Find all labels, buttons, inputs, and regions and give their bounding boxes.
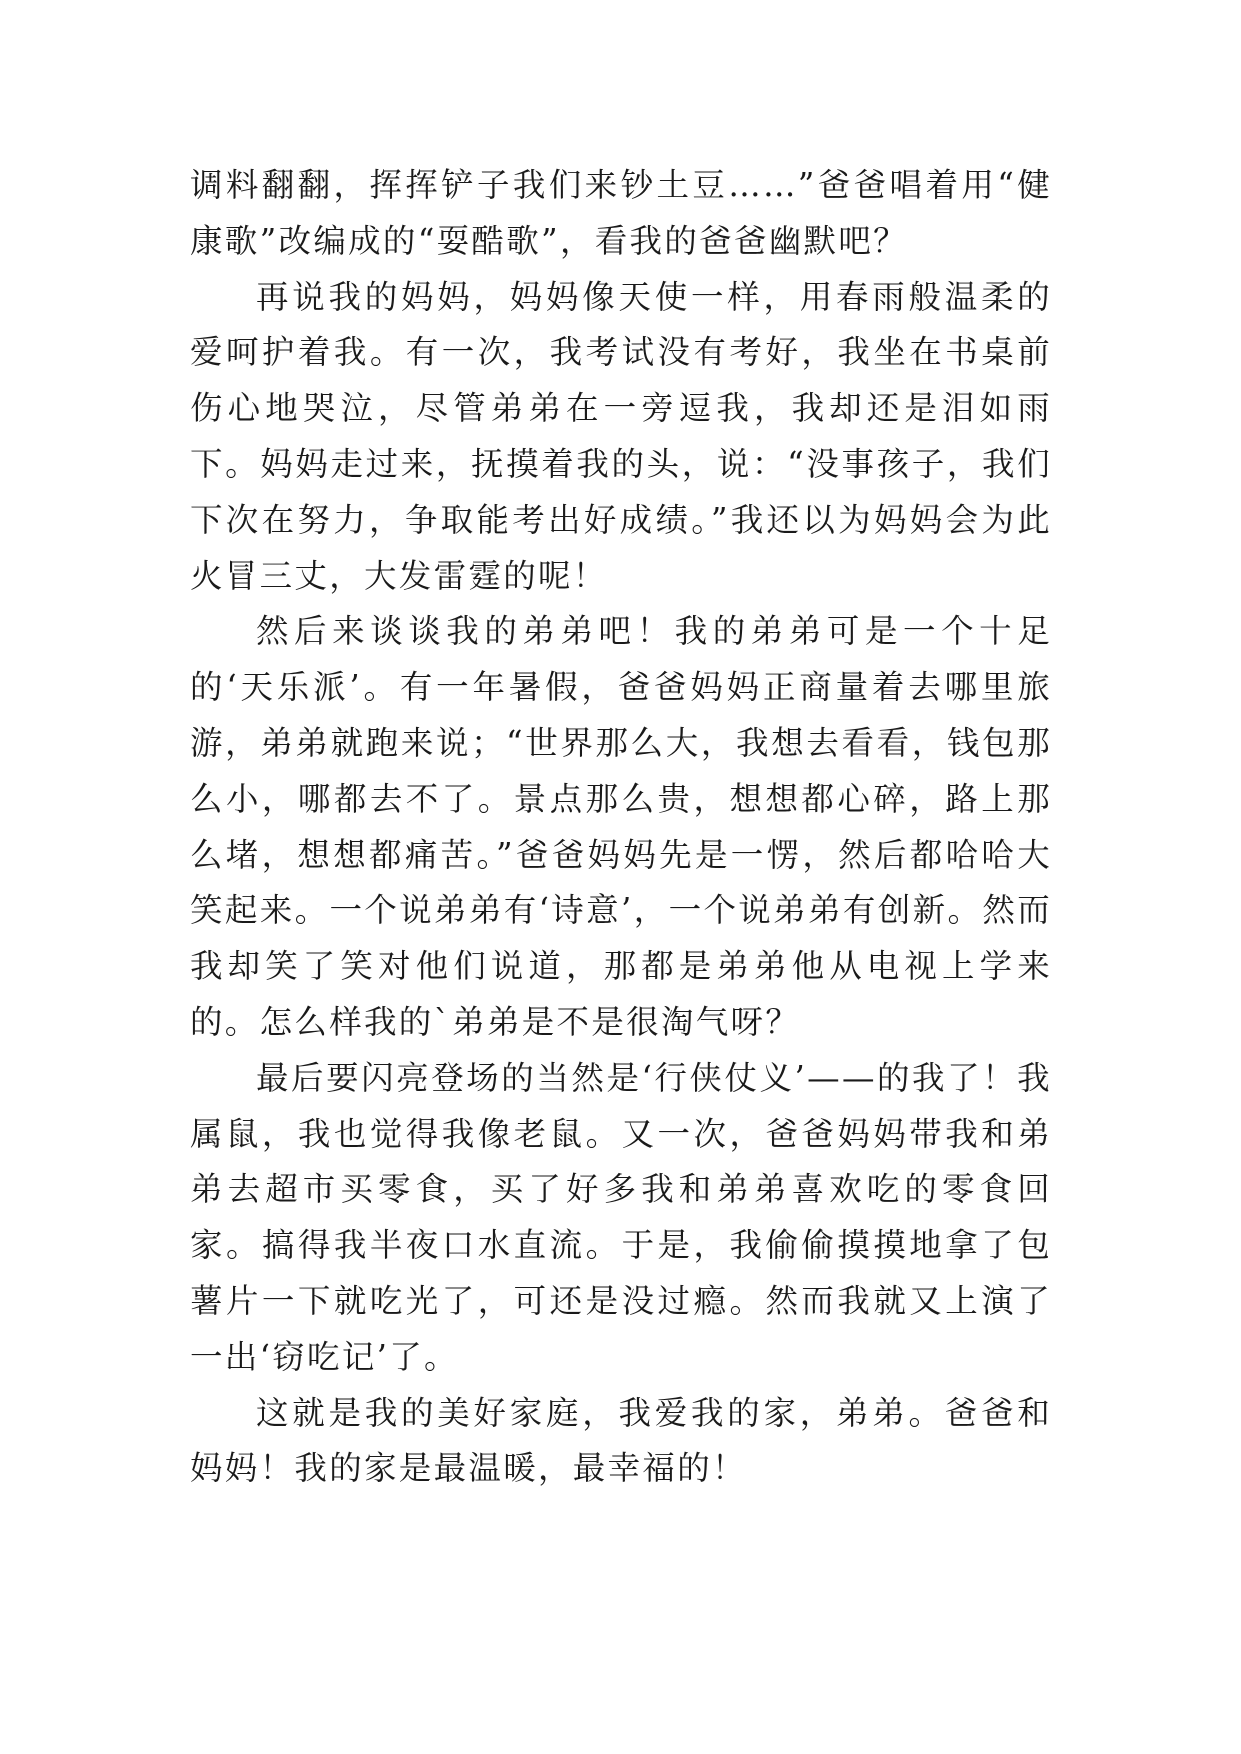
paragraph-mother: 再说我的妈妈，妈妈像天使一样，用春雨般温柔的爱呵护着我。有一次，我考试没有考好，我坐在书桌前伤心地哭泣，尽管弟弟在一旁逗我，我却还是泪如雨下。妈妈走过来，抚摸着我的头，说：“没事孩子，我们下次在努力，争取能考出好成绩。”我还以为妈妈会为此火冒三丈，大发雷霆的呢！	[190, 277, 1052, 595]
paragraph-myself: 最后要闪亮登场的当然是‘行侠仗义’——的我了！我属鼠，我也觉得我像老鼠。又一次，爸爸妈妈带我和弟弟去超市买零食，买了好多我和弟弟喜欢吃的零食回家。搞得我半夜口水直流。于是，我偷偷摸摸地拿了包薯片一下就吃光了，可还是没过瘾。然而我就又上演了一出‘窃吃记’了。	[190, 1058, 1052, 1376]
paragraph-conclusion: 这就是我的美好家庭，我爱我的家，弟弟。爸爸和妈妈！我的家是最温暖，最幸福的！	[190, 1393, 1052, 1488]
paragraph-brother: 然后来谈谈我的弟弟吧！我的弟弟可是一个十足的‘天乐派’。有一年暑假，爸爸妈妈正商量着去哪里旅游，弟弟就跑来说；“世界那么大，我想去看看，钱包那么小，哪都去不了。景点那么贵，想想都心碎，路上那么堵，想想都痛苦。”爸爸妈妈先是一愣，然后都哈哈大笑起来。一个说弟弟有‘诗意’，一个说弟弟有创新。然而我却笑了笑对他们说道，那都是弟弟他从电视上学来的。怎么样我的`弟弟是不是很淘气呀？	[190, 612, 1052, 1041]
paragraph-continuation: 调料翻翻，挥挥铲子我们来钞土豆……”爸爸唱着用“健康歌”改编成的“耍酷歌”，看我的爸爸幽默吧？	[190, 166, 1052, 260]
document-body	[190, 158, 1052, 1497]
